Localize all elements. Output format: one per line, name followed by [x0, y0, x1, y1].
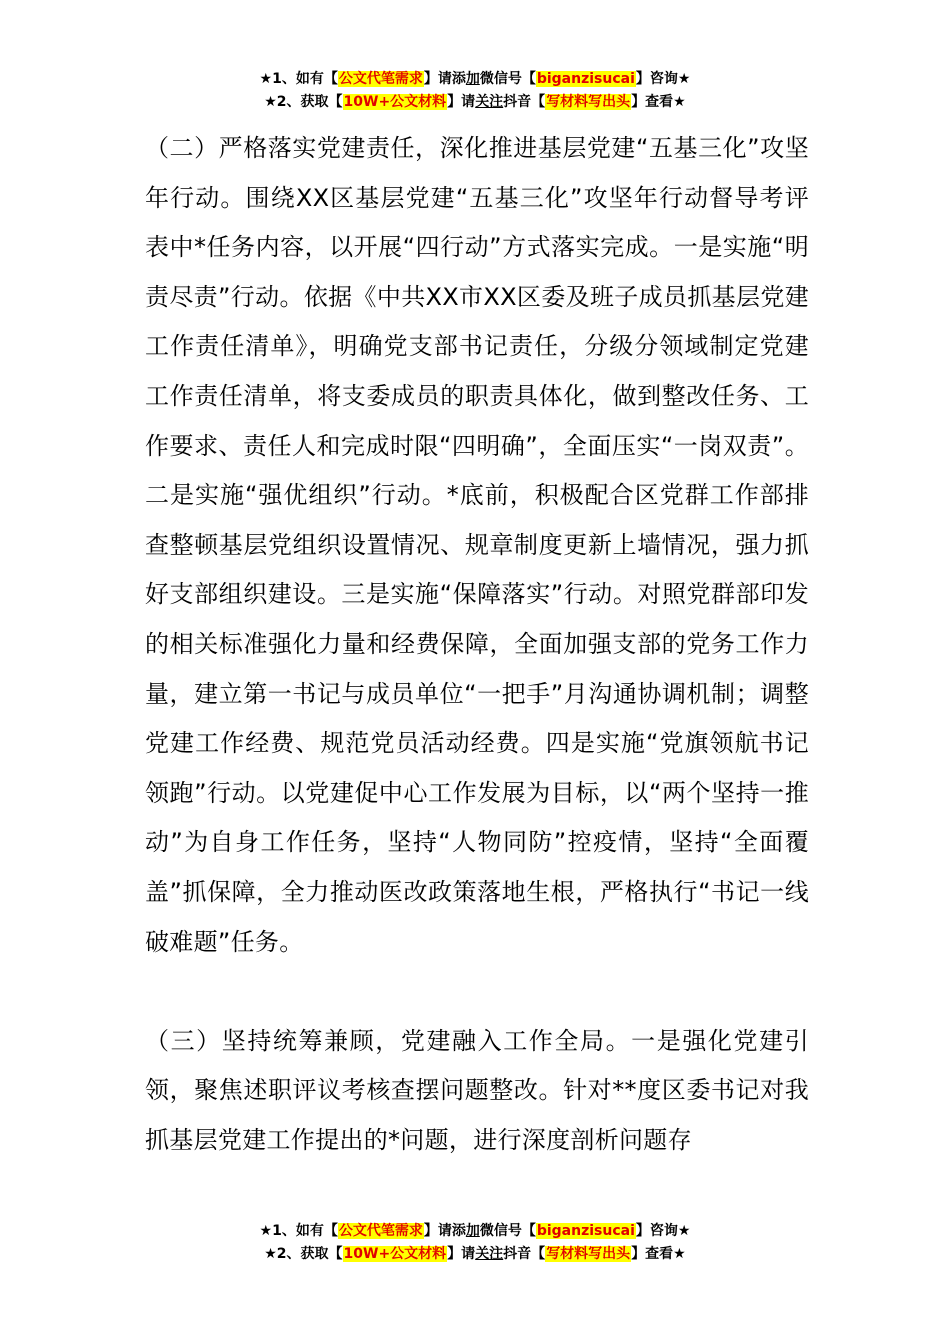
banner-text: 抖音【 [503, 1246, 546, 1262]
banner-highlight: 10W+公文材料 [343, 94, 447, 110]
banner-text: 】查看★ [631, 1246, 686, 1262]
banner-line-2 [0, 91, 950, 114]
banner-text: ★2、获取【 [264, 1246, 343, 1262]
banner-text: ★1、如有【 [259, 1223, 338, 1239]
banner-highlight: biganzisucai [536, 1223, 635, 1239]
banner-text: 微信号【 [479, 1223, 536, 1239]
banner-text: ★2、获取【 [264, 94, 343, 110]
banner-highlight: 10W+公文材料 [343, 1246, 447, 1262]
banner-underlined-text: 关注 [475, 94, 504, 110]
paragraph: （三）坚持统筹兼顾，党建融入工作全局。一是强化党建引领，聚焦述职评议考核查摆问题整改。针对**度区委书记对我抓基层党建工作提出的*问题，进行深度剖析问题存 [145, 1026, 809, 1154]
banner-highlight: 公文代笔需求 [338, 1223, 423, 1239]
banner-text: 】咨询★ [635, 71, 691, 87]
banner-line-1 [0, 68, 950, 91]
banner-line-1 [0, 1220, 950, 1243]
banner-underlined-text: 加 [465, 1223, 480, 1239]
banner-text: ★1、如有【 [259, 71, 338, 87]
header-banner [0, 68, 950, 114]
banner-text: 】请添 [423, 71, 466, 87]
banner-highlight: 写材料写出头 [546, 1246, 631, 1262]
banner-highlight: 公文代笔需求 [338, 71, 423, 87]
banner-text: 】请 [447, 94, 476, 110]
footer-banner [0, 1220, 950, 1266]
banner-highlight: 写材料写出头 [546, 94, 631, 110]
document-body [145, 124, 809, 1165]
banner-underlined-text: 关注 [475, 1246, 504, 1262]
banner-text: 抖音【 [503, 94, 546, 110]
banner-highlight: biganzisucai [536, 71, 635, 87]
paragraph: （二）严格落实党建责任，深化推进基层党建“五基三化”攻坚年行动。围绕XX区基层党建“五基三化”攻坚年行动督导考评表中*任务内容，以开展“四行动”方式落实完成。一是实施“明责尽责”行动。依据《中共XX市XX区委及班子成员抓基层党建工作责任清单》，明确党支部书记责任，分级分领域制定党建工作责任清单，将支委成员的职责具体化，做到整改任务、工作要求、责任人和完成时限“四明确”，全面压实“一岗双责”。二是实施“强优组织”行动。*底前，积极配合区党群工作部排查整顿基层党组织设置情况、规章制度更新上墙情况，强力抓好支部组织建设。三是实施“保障落实”行动。对照党群部印发的相关标准强化力量和经费保障，全面加强支部的党务工作力量，建立第一书记与成员单位“一把手”月沟通协调机制；调整党建工作经费、规范党员活动经费。四是实施“党旗领航书记领跑”行动。以党建促中心工作发展为目标，以“两个坚持一推动”为自身工作任务，坚持“人物同防”控疫情，坚持“全面覆盖”抓保障，全力推动医改政策落地生根，严格执行“书记一线破难题”任务。 [145, 134, 809, 956]
banner-text: 】查看★ [631, 94, 686, 110]
banner-text: 微信号【 [479, 71, 536, 87]
banner-text: 】请添 [423, 1223, 466, 1239]
banner-underlined-text: 加 [465, 71, 480, 87]
banner-text: 】咨询★ [635, 1223, 691, 1239]
banner-line-2 [0, 1243, 950, 1266]
banner-text: 】请 [447, 1246, 476, 1262]
